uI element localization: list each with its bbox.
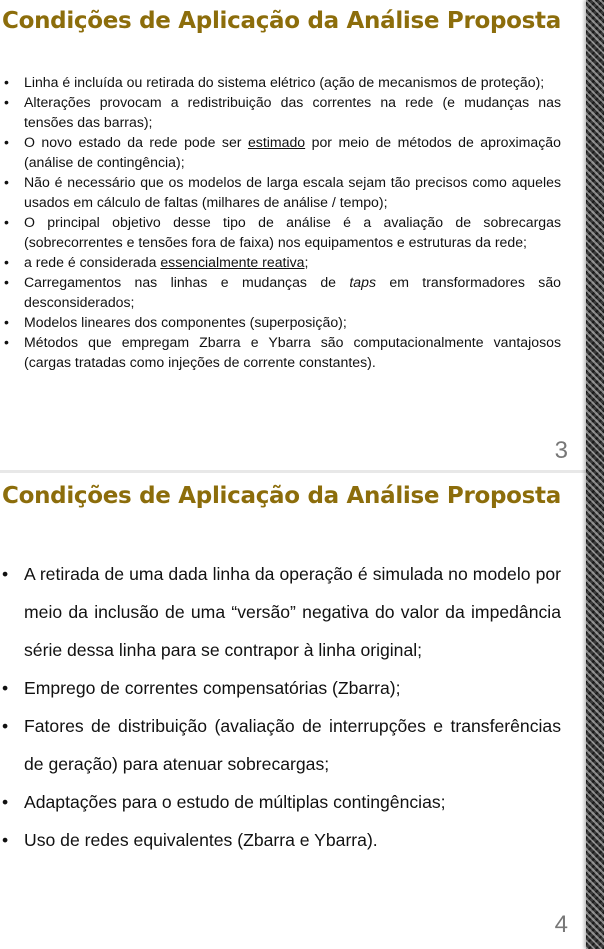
- bullet-icon: •: [4, 134, 9, 150]
- bullet-icon: •: [4, 74, 9, 90]
- bullet-icon: •: [4, 94, 9, 110]
- bullet-item: • Modelos lineares dos componentes (superposição);: [4, 314, 347, 330]
- slide-title: Condições de Aplicação da Análise Proposta: [2, 8, 561, 34]
- bullet-icon: •: [4, 254, 9, 270]
- slide-divider: [0, 470, 586, 473]
- bullet-item: • O principal objetivo desse tipo de análise é a avaliação de sobrecargas (sobrecorrentes e tensões fora de faixa) nos equipamentos e estruturas da rede;: [4, 214, 561, 250]
- slide-title: Condições de Aplicação da Análise Proposta: [2, 483, 561, 509]
- bullet-icon: •: [2, 564, 9, 584]
- bullet-icon: •: [2, 830, 9, 850]
- bullet-item: • Não é necessário que os modelos de larga escala sejam tão precisos como aqueles usados em cálculo de faltas (milhares de análise / tempo);: [4, 174, 561, 210]
- underlined-term: estimado: [247, 134, 306, 150]
- bullet-icon: •: [2, 716, 9, 736]
- bullet-icon: •: [2, 678, 9, 698]
- slide-4: [0, 474, 582, 949]
- bullet-item: • Linha é incluída ou retirada do sistema elétrico (ação de mecanismos de proteção);: [4, 74, 545, 90]
- bullet-list: [4, 72, 562, 372]
- bullet-item: • Adaptações para o estudo de múltiplas contingências;: [24, 783, 561, 821]
- bullet-item: • Métodos que empregam Zbarra e Ybarra são computacionalmente vantajosos (cargas tratadas como injeções de corrente constantes).: [4, 334, 561, 370]
- page-edge-texture: [586, 0, 604, 949]
- slide-3: [0, 0, 582, 470]
- bullet-list: [2, 555, 561, 859]
- bullet-icon: •: [4, 314, 9, 330]
- bullet-item: • Uso de redes equivalentes (Zbarra e Ybarra).: [24, 821, 561, 859]
- bullet-item: • Fatores de distribuição (avaliação de interrupções e transferências de geração) para atenuar sobrecargas;: [24, 707, 561, 783]
- bullet-icon: •: [2, 792, 9, 812]
- bullet-item: • a rede é considerada essencialmente reativa;: [4, 254, 309, 270]
- bullet-icon: •: [4, 214, 9, 230]
- bullet-icon: •: [4, 274, 9, 290]
- bullet-item: • Carregamentos nas linhas e mudanças de taps em transformadores são desconsiderados;: [4, 274, 562, 310]
- bullet-icon: •: [4, 174, 9, 190]
- page-number: 3: [554, 437, 568, 464]
- bullet-item: • Emprego de correntes compensatórias (Zbarra);: [24, 669, 561, 707]
- bullet-icon: •: [4, 334, 9, 350]
- bullet-item: • O novo estado da rede pode ser estimado por meio de métodos de aproximação (análise de contingência);: [4, 134, 561, 170]
- page-number: 4: [554, 911, 568, 938]
- bullet-item: • Alterações provocam a redistribuição das correntes na rede (e mudanças nas tensões das barras);: [4, 94, 561, 130]
- italic-term: taps: [349, 274, 377, 290]
- underlined-term: essencialmente reativa: [160, 254, 305, 270]
- bullet-item: • A retirada de uma dada linha da operação é simulada no modelo por meio da inclusão de uma “versão” negativa do valor da impedância série dessa linha para se contrapor à linha original;: [24, 555, 561, 669]
